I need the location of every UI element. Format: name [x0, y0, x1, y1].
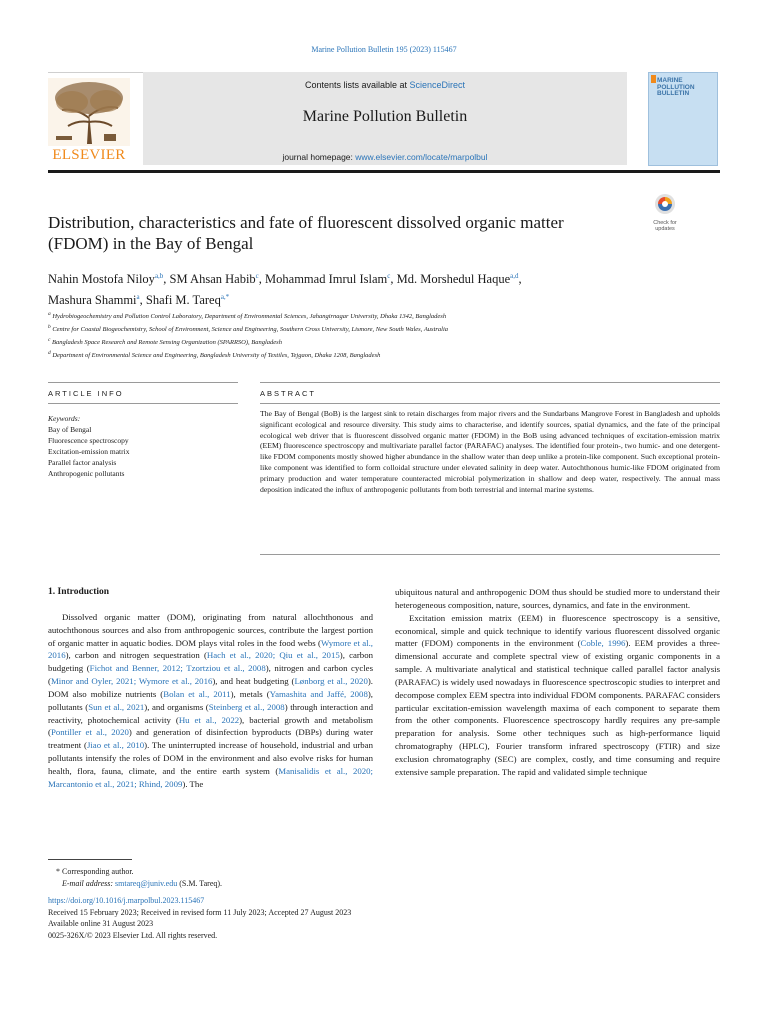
section-heading-introduction: 1. Introduction [48, 587, 110, 597]
journal-cover-thumbnail[interactable] [648, 72, 718, 166]
author-name[interactable]: Md. Morshedul Haque [396, 272, 511, 287]
abstract-heading: ABSTRACT [260, 389, 317, 398]
elsevier-wordmark: ELSEVIER [52, 147, 126, 163]
author-name[interactable]: SM Ahsan Habib [169, 272, 256, 287]
keyword: Bay of Bengal [48, 425, 92, 434]
body-text: ), and heat budgeting ( [212, 676, 295, 687]
intro-paragraph-1 [48, 611, 373, 791]
affiliation-text: Bangladesh Space Research and Remote Sensing Organization (SPARRSO), Bangladesh [50, 339, 282, 347]
affiliation-key: a [48, 311, 51, 317]
affiliation-item [48, 322, 720, 335]
email-suffix: (S.M. Tareq). [177, 878, 223, 888]
reference-link[interactable]: Pontiller et al., 2020 [50, 727, 129, 738]
reference-link[interactable]: Coble, 1996 [580, 638, 626, 649]
reference-link[interactable]: Wymore et al., 2016 [48, 637, 373, 661]
reference-link[interactable]: Bolan et al., 2011 [163, 688, 231, 699]
body-text: Excitation emission matrix (EEM) in fluorescence spectroscopy is a sensitive, economical, simple and quick technique to identify various fluorescent dissolved organic matter (FDOM) components in the environment ( [395, 612, 720, 649]
affiliation-item [48, 309, 720, 322]
body-text: ), and organisms ( [144, 701, 209, 712]
intro-paragraph-1-cont: ubiquitous natural and anthropogenic DOM thus should be studied more to understand their heterogeneous composition, nature, sources, dynamics, and fate in the environment. [395, 587, 720, 610]
reference-link[interactable]: Lønborg et al., 2020 [294, 676, 368, 687]
contents-prefix: Contents lists available at [304, 80, 410, 90]
affiliation-key: b [48, 324, 51, 331]
reference-link[interactable]: Hach et al., 2020; Qiu et al., 2015 [206, 650, 340, 661]
author-affiliation-mark[interactable]: a,b [154, 272, 164, 280]
article-info-rule [48, 403, 238, 404]
author-separator: , [139, 293, 146, 308]
affiliation-text: Department of Environmental Science and Engineering, Bangladesh University of Textiles, Tejgaon, Dhaka 1208, Bangladesh [50, 352, 381, 360]
reference-link[interactable]: Sun et al., 2021 [88, 701, 145, 712]
homepage-line [143, 152, 627, 162]
body-text: ). EEM provides a three-dimensional accurate and complete spectral view of existing organic components in a sample. A multivariate analytical and statistical technique called parallel factor analysis (PARAFAC) is widely used nowadays in fluorescence spectroscopic studies to interpret and decompose complex EEM spectra into individual FDOM components. PARAFAC considers particular excitation-emission wavelength maxima of each component to separate them from the other components. Fluorescence spectroscopy hardly requires any pre-sample preparation for analysis. Some other techniques such as high-performance liquid chromatography (HPLC), Fourier transform infrared spectroscopy (FTIR) and size exclusion chromatography (SEC) are complex, costly, and time consuming and require extensive sample preparation. The rapid and validated simple technique [395, 638, 720, 777]
keyword: Excitation-emission matrix [48, 447, 130, 456]
check-updates-label-1: Check for [653, 220, 677, 226]
intro-paragraph-2 [395, 612, 720, 779]
body-text: ). DOM also mobilize nutrients ( [48, 676, 373, 699]
email-link[interactable]: smtareq@juniv.edu [115, 878, 178, 888]
article-info-heading: ARTICLE INFO [48, 389, 124, 398]
homepage-prefix: journal homepage: [282, 152, 356, 162]
author-name[interactable]: Mashura Shammi [48, 293, 137, 308]
body-text: ), metals ( [230, 688, 270, 699]
body-text: ), bacterial growth and metabolism ( [48, 714, 374, 738]
author-name[interactable]: Mohammad Imrul Islam [265, 272, 388, 287]
article-title: Distribution, characteristics and fate of fluorescent dissolved organic matter (FDOM) in the Bay of Bengal [48, 213, 564, 253]
header-bottom-rule [48, 170, 720, 173]
keywords-label: Keywords: [48, 414, 81, 423]
check-updates-label-2: updates [655, 226, 675, 232]
author-affiliation-mark[interactable]: c [387, 272, 391, 280]
asterisk-mark: * [56, 867, 62, 876]
reference-link[interactable]: Hu et al., 2022 [178, 714, 240, 725]
contents-line [143, 80, 627, 90]
reference-link[interactable]: Jiao et al., 2010 [86, 740, 145, 751]
keywords-block [48, 413, 238, 479]
author-separator: , [163, 272, 170, 287]
abstract-rule [260, 403, 720, 404]
footnote-block [48, 866, 720, 941]
right-column [395, 586, 720, 779]
reference-link[interactable]: Manisalidis et al., 2020; Marcantonio et al., 2021; Rhind, 2009 [48, 765, 373, 789]
copyright: 0025-326X/© 2023 Elsevier Ltd. All rights reserved. [48, 930, 218, 940]
body-text: ). The uninterrupted increase of household, industrial and urban pollutants intensify the roles of DOM in the environment and also evolve risks for human health, flora, fauna, climate, and the entire earth system ( [48, 740, 373, 776]
keyword: Parallel factor analysis [48, 458, 117, 467]
reference-link[interactable]: Yamashita and Jaffé, 2008 [269, 688, 368, 699]
received-dates: Received 15 February 2023; Received in revised form 11 July 2023; Accepted 27 August 2023 [48, 907, 352, 917]
elsevier-logo[interactable] [48, 78, 130, 164]
sciencedirect-link[interactable]: ScienceDirect [409, 80, 466, 90]
affiliation-text: Centre for Coastal Biogeochemistry, School of Environment, Science and Engineering, Southern Cross University, Lismore, New South Wales, Australia [50, 326, 449, 334]
reference-link[interactable]: Steinberg et al., 2008 [208, 701, 285, 712]
homepage-link[interactable]: www.elsevier.com/locate/marpolbul [355, 152, 488, 162]
check-updates-icon [652, 193, 678, 215]
abstract-rule-bottom [260, 554, 720, 555]
left-column [48, 586, 373, 791]
check-for-updates-button[interactable] [648, 193, 682, 232]
affiliation-key: d [48, 350, 51, 357]
doi-link[interactable]: https://doi.org/10.1016/j.marpolbul.2023.115467 [48, 896, 205, 905]
journal-header [48, 72, 720, 172]
body-text: ), carbon budgeting ( [48, 650, 374, 674]
corresponding-label: Corresponding author. [62, 867, 134, 876]
reference-link[interactable]: Fichot and Benner, 2012; Tzortziou et al., 2008 [89, 663, 266, 674]
journal-name: Marine Pollution Bulletin [302, 108, 468, 125]
affiliation-list [48, 309, 720, 362]
cover-logo-icon [651, 75, 656, 83]
body-text: ), carbon and nitrogen sequestration ( [65, 650, 207, 661]
keywords-list [48, 424, 238, 479]
available-online: Available online 31 August 2023 [48, 919, 154, 928]
elsevier-tree-icon [48, 78, 130, 146]
body-text: ) and generation of disinfection byproducts (DBPs) during water treatment ( [48, 727, 373, 751]
keyword: Fluorescence spectroscopy [48, 436, 129, 445]
body-text: Dissolved organic matter (DOM), originating from natural allochthonous and autochthonous sources and also from anthropogenic sources, contribute the largest portion of organic matter in aquatic bodies. DOM plays vital roles in the food webs ( [48, 611, 373, 648]
author-affiliation-mark[interactable]: a,* [220, 293, 230, 302]
keyword: Anthropogenic pollutants [48, 469, 125, 478]
abstract-text: The Bay of Bengal (BoB) is the largest sink to retain discharges from major rivers and the Sundarbans Mangrove Forest in Bangladesh and upholds significant ecological and resource diversity. This study aims to characterise, and identify sources, spatial dynamics, and the fate of the principal ecological web driver that is fluorescent dissolved organic matter (FDOM) in the BoB using advanced techniques of excitation-emission matrix (EEM) fluorescence spectroscopy and multivariate parallel factor (PARAFAC) analyses. The identified four protein-, two humic- and one detergent-like FDOM components mostly showed higher abundance in the shallow water than deep unlike a protein-like component. Such exceptional protein-like component was identified to form colloidal structure under elevated salinity in deep water. Autochthonous humic-like FDOM originated from primary production and water temperature counteracted microbial polymerization in shallow and deep water, respectively. The annual mass deposition indicated the influx of anthropogenic pollutants from both terrestrial and internal marine systems. [260, 409, 720, 494]
affiliation-key: c [48, 337, 51, 344]
author-separator: , [390, 272, 397, 287]
author-affiliation-mark[interactable]: a,d [510, 272, 519, 280]
author-separator: , [518, 272, 522, 287]
affiliation-text: Hydrobiogeochemistry and Pollution Control Laboratory, Department of Environmental Sciences, Jahangirnagar University, Dhaka 1342, Bangladesh [50, 313, 447, 321]
author-name[interactable]: Shafi M. Tareq [145, 293, 221, 308]
article-info-rule-top [48, 382, 238, 383]
author-affiliation-mark[interactable]: a [136, 293, 140, 302]
body-text: ), nitrogen and carbon cycles ( [48, 663, 374, 687]
affiliation-item [48, 335, 720, 348]
email-line [48, 878, 720, 890]
cover-title: MARINE POLLUTION BULLETIN [657, 77, 695, 97]
body-text: ), pollutants ( [48, 688, 373, 712]
body-text: ) through interaction and reactivity, photochemical activity ( [48, 701, 374, 725]
reference-link[interactable]: Minor and Oyler, 2021; Wymore et al., 2016 [50, 676, 213, 687]
abstract-rule-top [260, 382, 720, 383]
footnote-rule [48, 859, 132, 860]
author-name[interactable]: Nahin Mostofa Niloy [48, 272, 155, 287]
author-affiliation-mark[interactable]: c [255, 272, 259, 280]
corresponding-note [48, 866, 720, 878]
email-label: E-mail address: [62, 878, 116, 888]
author-list [48, 267, 678, 309]
affiliation-item [48, 348, 720, 361]
author-separator: , [258, 272, 266, 287]
journal-citation[interactable]: Marine Pollution Bulletin 195 (2023) 115467 [311, 45, 457, 54]
body-text: ). The [182, 778, 204, 789]
